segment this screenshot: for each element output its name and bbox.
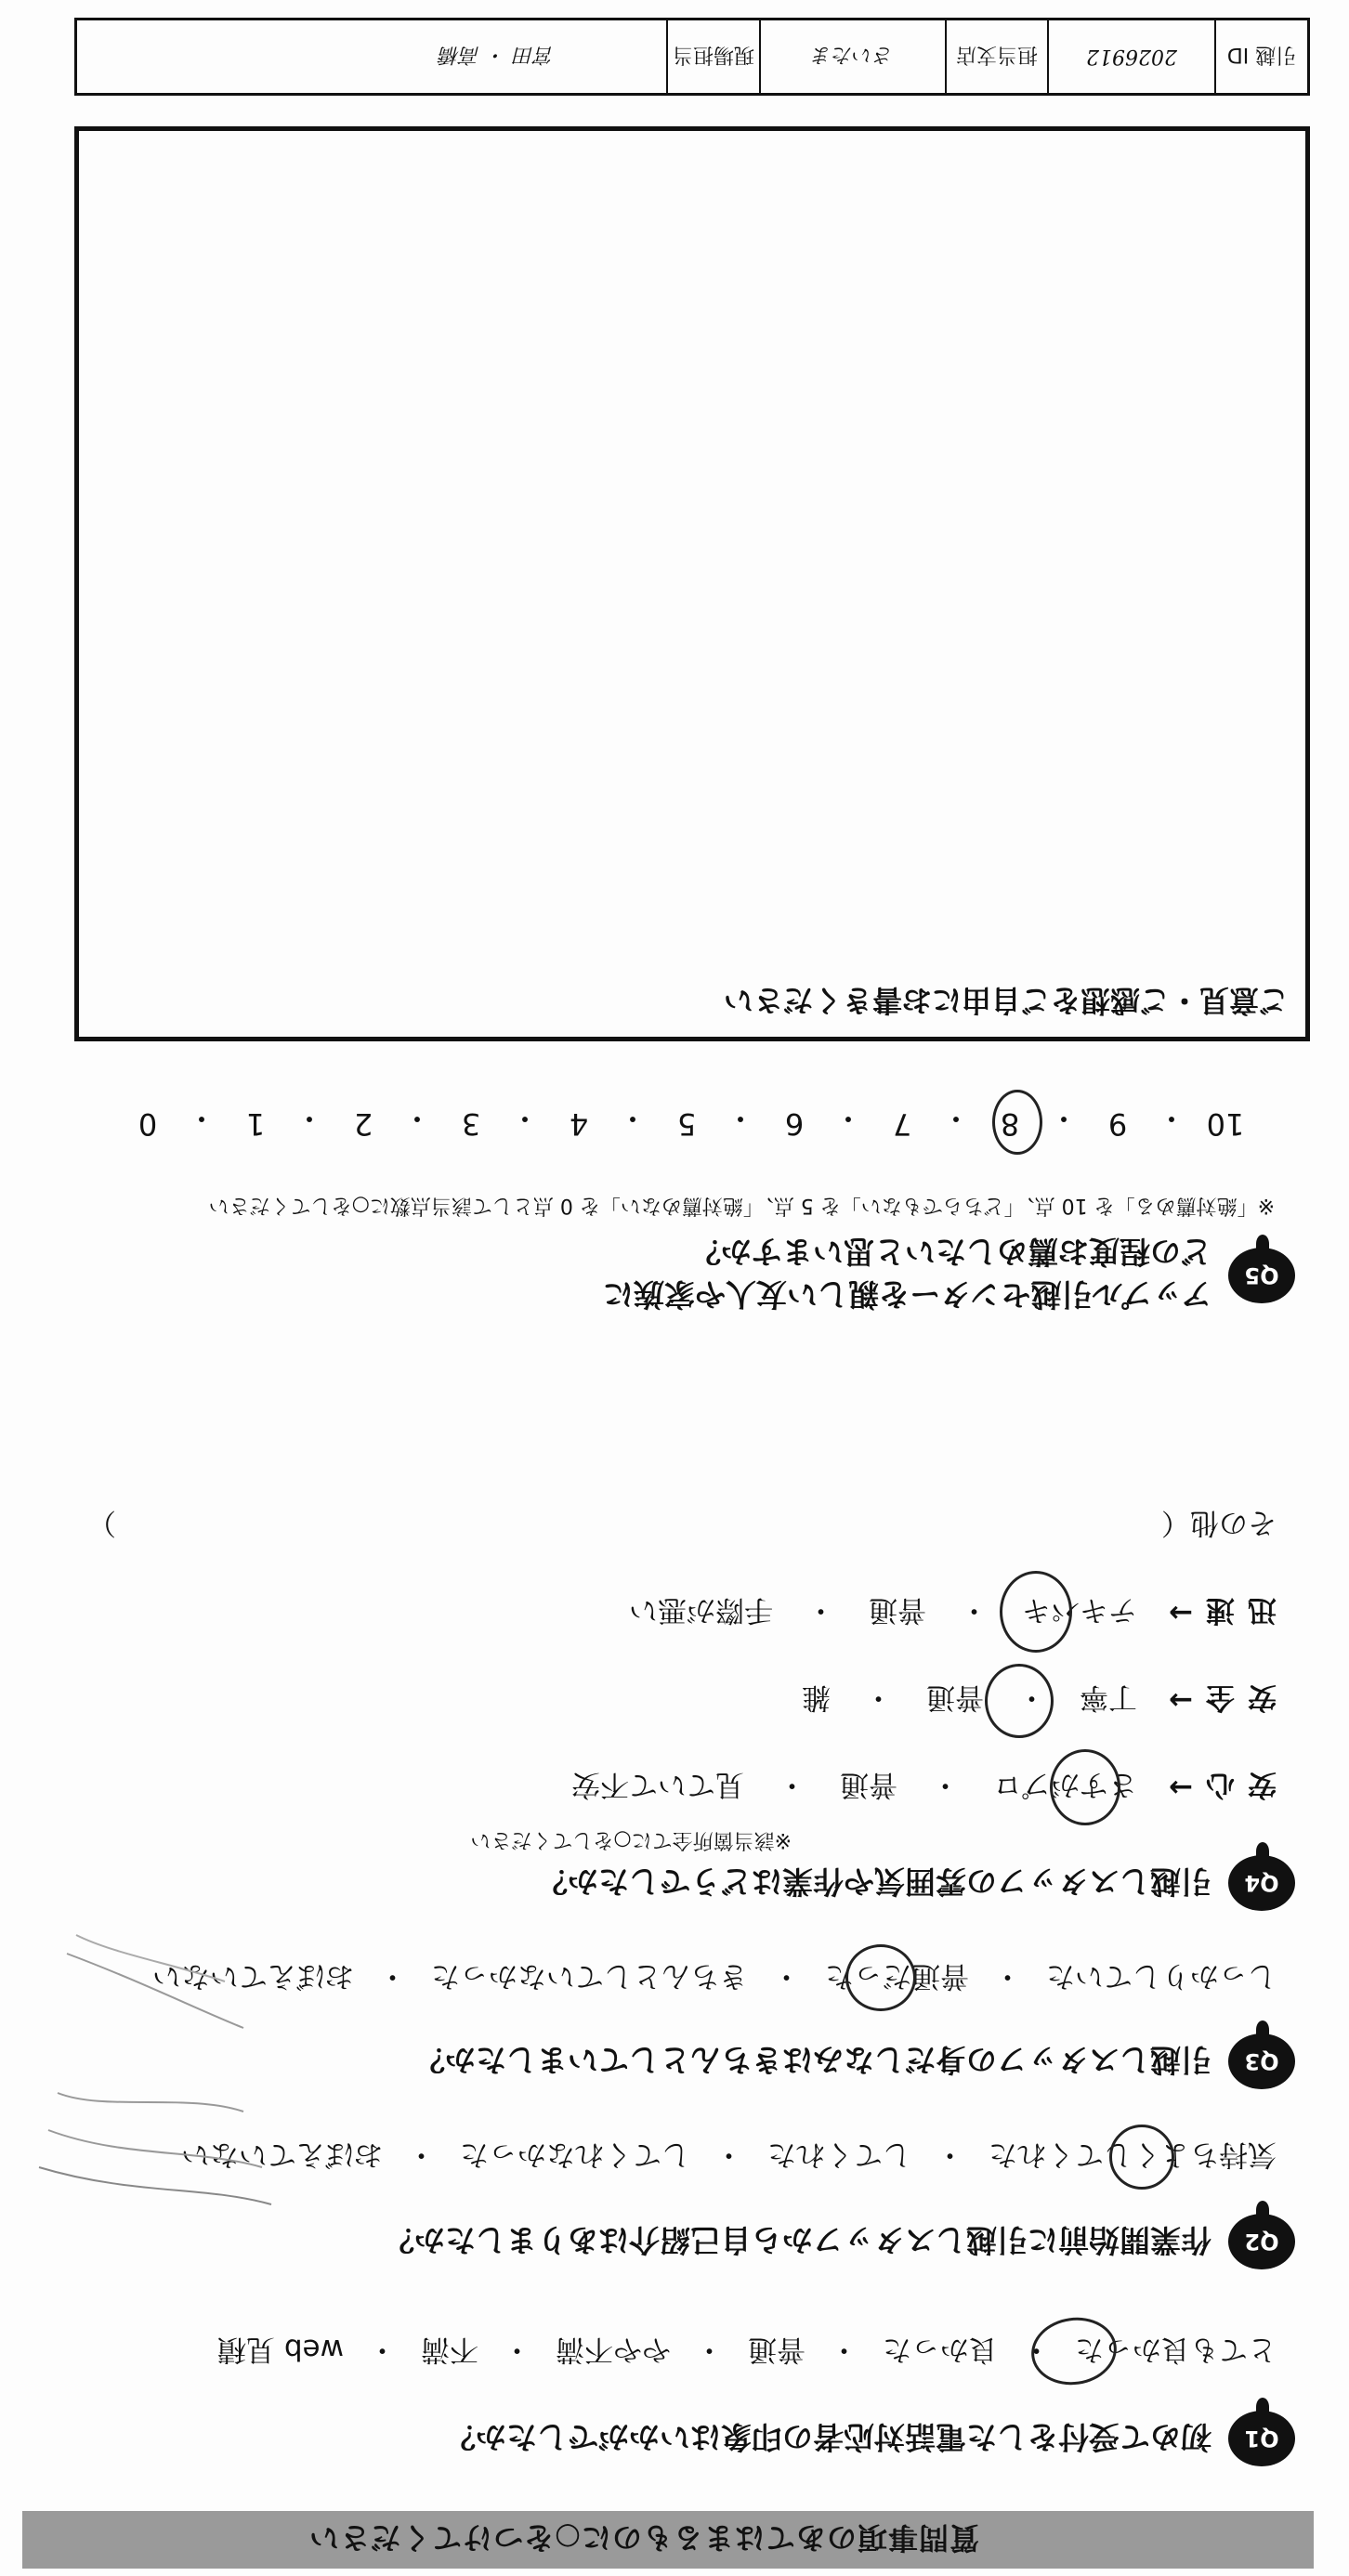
q2-badge: Q2 xyxy=(1228,2214,1295,2269)
q1-badge: Q1 xyxy=(1228,2411,1295,2466)
q1-option[interactable]: web 見積 xyxy=(217,2333,344,2366)
q2-option[interactable]: してくれた xyxy=(767,2138,911,2171)
arrow-right-icon: → xyxy=(1169,1771,1193,1805)
q4-option[interactable]: 見ていて不安 xyxy=(571,1768,745,1801)
q3-question: 引越しスタッフの身だしなみはきちんとしていましたか？ xyxy=(414,2042,1211,2078)
move-id-label: 引越 ID xyxy=(1214,20,1307,93)
q1-option[interactable]: やや不満 xyxy=(556,2333,671,2366)
pencil-scribble xyxy=(20,2074,281,2223)
q5-score-option[interactable]: 5 xyxy=(676,1106,697,1142)
q5-score-option[interactable]: 7 xyxy=(892,1106,912,1142)
q5-score-option[interactable]: 6 xyxy=(784,1106,805,1142)
q5-score-option[interactable]: 8 xyxy=(1000,1106,1020,1142)
q5-score-option[interactable]: 9 xyxy=(1107,1106,1128,1142)
q4-option[interactable]: 手際が悪い xyxy=(629,1593,774,1627)
q1-option[interactable]: 不満 xyxy=(421,2333,478,2366)
site-leader-value: 宮田 ・ 高橋 xyxy=(439,43,555,67)
q1-option[interactable]: とても良かった xyxy=(1075,2333,1277,2366)
q4-category: 迅速 xyxy=(1193,1593,1277,1627)
q5-badge: Q5 xyxy=(1228,1248,1295,1303)
instructions-header xyxy=(22,2511,1314,2569)
q3-option[interactable]: 普通だった xyxy=(825,1959,969,1993)
q1-option[interactable]: 良かった xyxy=(883,2333,998,2366)
q4-category: 安心 xyxy=(1193,1768,1277,1801)
q4-other-label: その他（ xyxy=(1161,1506,1277,1539)
q4-other-row xyxy=(87,1505,1277,1547)
q4-note: ※該当箇所全てに○をしてください xyxy=(470,1828,792,1851)
q4-option[interactable]: 雑 xyxy=(802,1680,832,1714)
q5-question-line2: どの程度お薦めしたいと思いますか？ xyxy=(690,1234,1211,1270)
q5-score-option[interactable]: 4 xyxy=(569,1106,589,1142)
q1-options: とても良かった ・ 良かった ・ 普通 ・ やや不満 ・ 不満 ・ web 見積 xyxy=(217,2332,1277,2373)
q5-score-scale: 10 ・ 9 ・ 8 ・ 7 ・ 6 ・ 5 ・ 4 ・ 3 ・ 2 ・ 1 ・ 0 xyxy=(126,1099,1247,1142)
move-id-value: 2026912 xyxy=(1047,20,1214,93)
q2-option[interactable]: してくれなかった xyxy=(460,2138,690,2171)
pencil-scribble xyxy=(48,1926,253,2037)
id-table xyxy=(74,18,1310,96)
q4-category: 安全 xyxy=(1193,1680,1277,1714)
site-leader-label: 現場担当 xyxy=(666,20,759,93)
q5-score-option[interactable]: 0 xyxy=(138,1106,158,1142)
q4-row-anshin: 安心 → さすがプロ ・ 普通 ・ 見ていて不安 xyxy=(571,1767,1277,1809)
q4-question: 引越しスタッフの雰囲気や作業はどうでしたか？ xyxy=(537,1863,1211,1900)
q2-option[interactable]: おぼえていない xyxy=(181,2138,383,2171)
q3-options: しっかりしていた ・ 普通だった ・ きちんとしていなかった ・ おぼえていない xyxy=(152,1958,1277,2000)
branch-label: 担当支店 xyxy=(945,20,1047,93)
q1-option[interactable]: 普通 xyxy=(748,2333,805,2366)
q4-option[interactable]: 丁寧 xyxy=(1080,1680,1138,1714)
q5-score-option[interactable]: 2 xyxy=(353,1106,373,1142)
q4-other-close: ） xyxy=(87,1506,116,1539)
q4-option[interactable]: 普通 xyxy=(926,1680,985,1714)
comments-box[interactable] xyxy=(74,126,1310,1041)
q5-question-line1: アップル引越センターを親しい友人や家族に xyxy=(602,1276,1211,1313)
q4-row-anzen: 安全 → 丁寧 ・ 普通 ・ 雑 xyxy=(802,1680,1277,1721)
q4-badge: Q4 xyxy=(1228,1855,1295,1911)
q4-option[interactable]: 普通 xyxy=(840,1768,898,1801)
q5-score-option[interactable]: 1 xyxy=(245,1106,266,1142)
comments-text xyxy=(96,148,1289,972)
instructions-text: 質問事項のあてはまるものに○をつけてください xyxy=(308,2520,979,2556)
q3-option[interactable]: きちんとしていなかった xyxy=(431,1959,748,1993)
q3-badge: Q3 xyxy=(1228,2033,1295,2089)
branch-value: さいたま xyxy=(759,20,945,93)
q2-option[interactable]: 気持ちよくしてくれた xyxy=(989,2138,1277,2171)
arrow-right-icon: → xyxy=(1169,1596,1193,1630)
q3-option[interactable]: しっかりしていた xyxy=(1046,1959,1277,1993)
q4-option[interactable]: さすがプロ xyxy=(993,1768,1138,1801)
q4-row-jinsoku: 迅速 → テキパキ ・ 普通 ・ 手際が悪い xyxy=(629,1592,1277,1634)
comments-title: ご意見・ご感想をご自由にお書きください xyxy=(723,983,1289,1018)
q2-options: 気持ちよくしてくれた ・ してくれた ・ してくれなかった ・ おぼえていない xyxy=(181,2137,1277,2178)
q5-score-option[interactable]: 10 xyxy=(1206,1106,1245,1142)
q2-question: 作業開始前に引越しスタッフから自己紹介はありましたか？ xyxy=(384,2222,1211,2258)
q4-option[interactable]: 普通 xyxy=(869,1593,927,1627)
arrow-right-icon: → xyxy=(1169,1683,1193,1718)
q1-question: 初めて受付をした電話対応者の印象はいかがでしたか？ xyxy=(445,2419,1211,2455)
q4-option[interactable]: テキパキ xyxy=(1022,1593,1138,1627)
q3-option[interactable]: おぼえていない xyxy=(152,1959,354,1993)
q5-note: ※「絶対薦める」を 10 点、「どちらでもない」を 5 点、「絶対薦めない」を 0 点として該当点数に○をしてください xyxy=(208,1194,1275,1217)
q5-score-option[interactable]: 3 xyxy=(461,1106,481,1142)
